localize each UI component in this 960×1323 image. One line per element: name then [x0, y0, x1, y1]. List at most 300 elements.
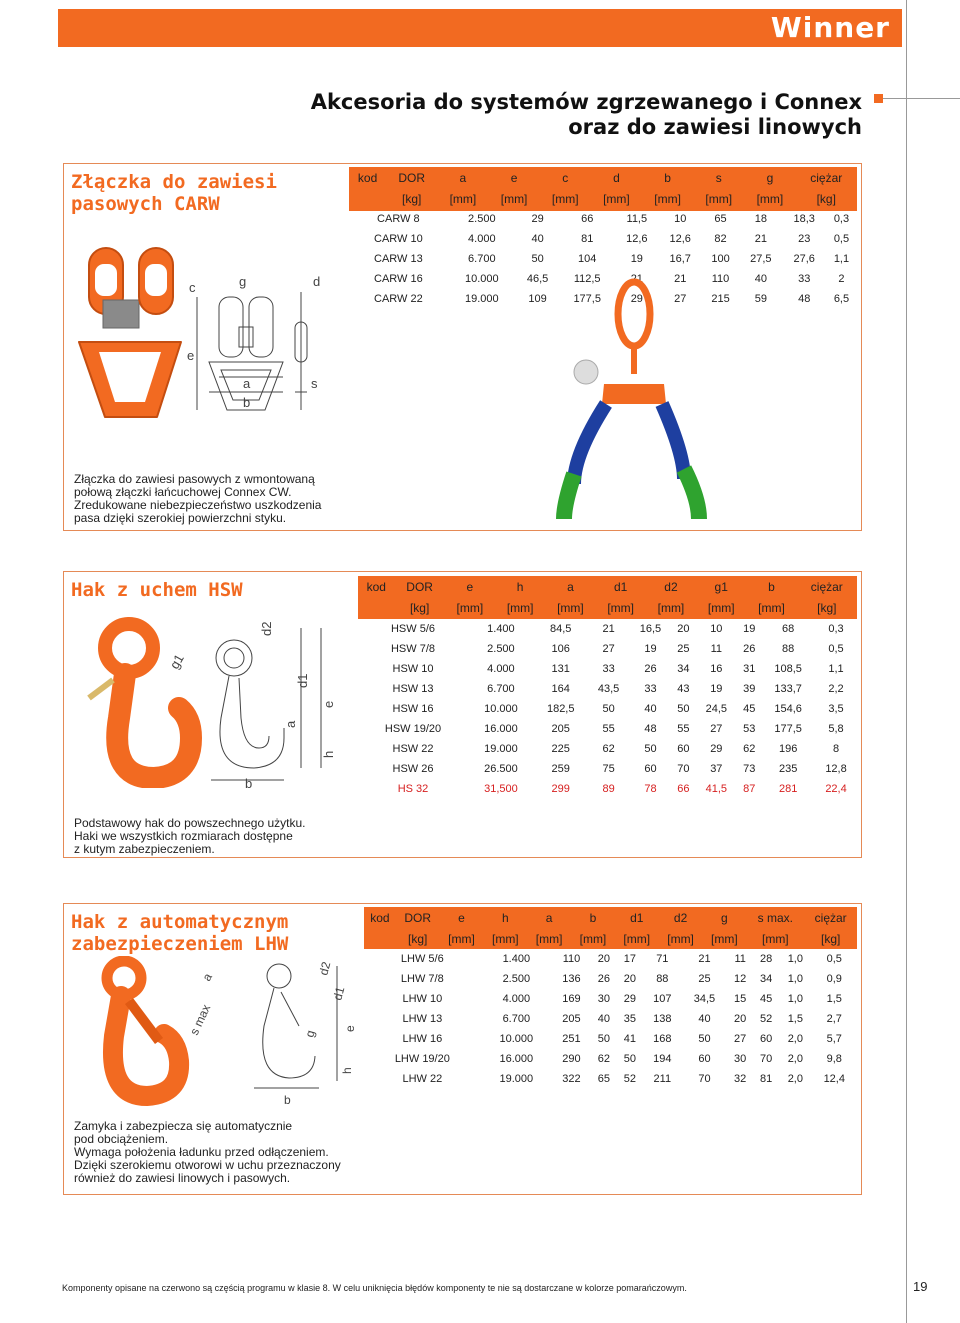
table-cell: 20	[734, 1013, 747, 1025]
lhw-header-cell: d1	[630, 910, 644, 925]
table-cell: 81	[581, 233, 594, 245]
hsw-header-unit: [mm]	[607, 600, 635, 615]
table-cell: 0,9	[826, 973, 842, 985]
table-cell: 6,5	[833, 293, 850, 305]
table-cell: 20	[623, 973, 636, 985]
hsw-header-cell: b	[768, 579, 775, 594]
table-cell: 50	[677, 703, 690, 715]
table-cell: 40	[531, 233, 544, 245]
hsw-header-unit: [mm]	[657, 600, 685, 615]
table-cell: 88	[782, 643, 795, 655]
table-cell: 28	[760, 953, 773, 965]
dim-g-label: g	[302, 1028, 318, 1039]
table-cell: 19	[630, 253, 643, 265]
lhw-header-cell: kod	[370, 910, 390, 925]
lhw-product-image	[107, 961, 179, 1096]
table-cell: 45	[760, 993, 773, 1005]
table-cell: 1,5	[787, 1013, 803, 1025]
dim-e-label: e	[321, 700, 336, 708]
table-cell: 60	[698, 1053, 711, 1065]
table-cell: 55	[602, 723, 615, 735]
table-cell: 70	[677, 763, 690, 775]
lhw-header-unit: [mm]	[535, 931, 563, 946]
table-cell: 2.500	[487, 643, 515, 655]
table-cell: 31,500	[484, 783, 518, 795]
table-cell: 52	[623, 1073, 636, 1085]
table-cell: 10.000	[484, 703, 518, 715]
table-cell: 133,7	[774, 683, 802, 695]
table-cell: 16,5	[639, 623, 662, 635]
table-cell: 12,8	[825, 763, 847, 775]
table-cell: 12	[734, 973, 747, 985]
table-cell: LHW 5/6	[400, 953, 444, 965]
table-cell: 29	[623, 993, 636, 1005]
table-cell: 12,4	[823, 1073, 845, 1085]
lhw-header-cell: h	[501, 910, 509, 925]
table-cell: HSW 10	[392, 663, 434, 675]
table-cell: 11	[734, 953, 746, 965]
table-cell: 136	[562, 973, 581, 985]
table-cell: 4.000	[468, 233, 496, 245]
table-cell: 2,2	[828, 683, 844, 695]
table-cell: HSW 26	[392, 763, 434, 775]
table-cell: 106	[551, 643, 570, 655]
table-cell: 25	[677, 643, 690, 655]
page-title-line-1: Akcesoria do systemów zgrzewanego i Connex	[310, 90, 862, 114]
table-cell: 82	[714, 233, 727, 245]
table-cell: 21	[698, 953, 711, 965]
table-cell: 84,5	[550, 623, 572, 635]
table-cell: 109	[528, 293, 547, 305]
carw-header-cell: d	[613, 170, 620, 185]
table-cell: HS 32	[397, 783, 429, 795]
carw-header-cell: s	[715, 170, 722, 185]
hsw-header-unit: [mm]	[456, 600, 484, 615]
table-cell: 290	[562, 1053, 581, 1065]
dim-b-label: b	[245, 776, 253, 788]
carw-header-table	[349, 167, 857, 209]
dim-s-label: s	[311, 376, 318, 391]
table-row	[349, 209, 857, 229]
carw-header-unit	[349, 188, 386, 209]
hsw-header-cell: ciężar	[810, 579, 843, 594]
carw-desc-line: połową złączki łańcuchowej Connex CW.	[74, 485, 292, 499]
table-cell: 52	[760, 1013, 773, 1025]
table-row	[364, 989, 857, 1009]
table-cell: 2,0	[787, 1033, 803, 1045]
carw-desc-line: pasa dzięki szerokiej powierzchni styku.	[74, 511, 287, 525]
page-title-line-2: oraz do zawiesi linowych	[568, 115, 862, 139]
carw-title-line-2: pasowych CARW	[71, 193, 220, 215]
table-cell: 30	[597, 993, 611, 1005]
table-cell: 62	[602, 743, 615, 755]
table-cell: 0,3	[828, 623, 844, 635]
table-cell: 0,3	[833, 213, 850, 225]
lhw-drawing	[69, 956, 359, 1116]
table-cell: 50	[531, 253, 544, 265]
lhw-header-unit: [mm]	[761, 931, 789, 946]
table-cell: HSW 13	[392, 683, 434, 695]
lhw-title-line-1: Hak z automatycznym	[71, 911, 289, 933]
table-cell: 235	[778, 763, 798, 775]
table-cell: 1,1	[828, 663, 844, 675]
table-cell: 9,8	[826, 1053, 842, 1065]
table-cell: 0,5	[826, 953, 842, 965]
table-cell: 108,5	[774, 663, 802, 675]
table-row	[364, 1029, 857, 1049]
table-cell: LHW 10	[402, 993, 443, 1005]
hsw-header-unit: [mm]	[557, 600, 584, 615]
table-row	[358, 699, 857, 719]
hsw-header-cell: d1	[614, 579, 628, 594]
dim-g-label: g	[239, 274, 247, 289]
table-cell: 154,6	[774, 703, 802, 715]
table-cell: 71	[656, 953, 669, 965]
table-cell: 88	[656, 973, 669, 985]
table-cell: 4.000	[502, 993, 531, 1005]
hsw-description	[74, 817, 305, 856]
table-cell: 2,0	[787, 1073, 803, 1085]
table-cell: CARW 22	[374, 293, 423, 305]
hsw-table	[358, 619, 857, 799]
table-cell: 322	[562, 1073, 581, 1085]
hsw-desc-line: z kutym zabezpieczeniem.	[74, 842, 215, 856]
dim-b-label: b	[243, 395, 251, 410]
title-rule	[878, 98, 960, 99]
table-cell: 18	[754, 213, 767, 225]
table-cell: 18,3	[793, 213, 815, 225]
table-cell: 21	[754, 233, 767, 245]
table-cell: CARW 16	[374, 273, 423, 285]
lhw-header-table	[364, 907, 857, 949]
table-cell: 19	[710, 683, 723, 695]
table-cell: 33	[602, 663, 615, 675]
table-cell: 22,4	[825, 783, 847, 795]
table-cell: 2.500	[468, 213, 496, 225]
carw-desc-line: Zredukowane niebezpieczeństwo uszkodzenia	[74, 498, 322, 512]
table-cell: 19.000	[499, 1073, 534, 1085]
table-cell: 33	[798, 273, 811, 285]
table-cell: 182,5	[546, 703, 575, 715]
hsw-header-cell: DOR	[406, 579, 433, 594]
table-row	[358, 659, 857, 679]
dim-c-label: c	[189, 280, 196, 295]
table-cell: 40	[644, 703, 657, 715]
carw-section	[63, 163, 862, 531]
table-cell: 110	[562, 953, 581, 965]
carw-header-unit: [kg]	[816, 191, 836, 206]
lhw-desc-line: Zamyka i zabezpiecza się automatycznie	[74, 1119, 293, 1133]
carw-dimension-drawing	[197, 292, 307, 410]
table-cell: HSW 19/20	[384, 723, 442, 735]
table-cell: 33	[644, 683, 657, 695]
dim-e-label: e	[343, 1025, 357, 1032]
hsw-header-table	[358, 576, 857, 618]
table-row	[358, 739, 857, 759]
table-cell: 281	[778, 783, 798, 795]
carw-header-unit: [mm]	[449, 191, 477, 206]
table-cell: 107	[653, 993, 672, 1005]
footer-note: Komponenty opisane na czerwono są częścią programu w klasie 8. W celu uniknięcia błędów komponenty te nie są dostarczane w kolorze pomarańczowym.	[62, 1283, 687, 1293]
table-cell: 29	[630, 293, 643, 305]
table-cell: 1,1	[833, 253, 850, 265]
table-cell: 65	[597, 1073, 611, 1085]
lhw-header-cells	[364, 907, 857, 949]
dim-smax-label: s max	[187, 1002, 214, 1038]
table-cell: 177,5	[774, 723, 802, 735]
dim-d1-label: d1	[295, 673, 310, 688]
table-cell: 12,6	[669, 233, 691, 245]
carw-header-cell: ciężar	[810, 170, 843, 185]
hsw-header-cell: g1	[714, 579, 728, 594]
table-cell: HSW 5/6	[390, 623, 435, 635]
lhw-header-cell: DOR	[404, 910, 432, 925]
table-cell: 39	[743, 683, 756, 695]
table-cell: 41,5	[705, 783, 728, 795]
lhw-header-cell: e	[458, 910, 465, 925]
table-cell: LHW 19/20	[394, 1053, 450, 1065]
table-cell: 6.700	[502, 1013, 531, 1025]
table-cell: 60	[644, 763, 657, 775]
table-cell: 48	[644, 723, 657, 735]
lhw-header-cell: g	[721, 910, 728, 925]
table-cell: 70	[698, 1073, 711, 1085]
table-cell: 27	[674, 293, 687, 305]
table-cell: 78	[644, 783, 657, 795]
table-cell: 66	[677, 783, 690, 795]
carw-header-cells	[349, 167, 857, 209]
table-cell: 1,0	[787, 953, 803, 965]
table-cell: 10.000	[499, 1033, 534, 1045]
carw-header-unit: [mm]	[551, 191, 579, 206]
table-cell: 131	[551, 663, 570, 675]
table-cell: 26	[597, 973, 611, 985]
table-row	[349, 229, 857, 249]
carw-product-image	[79, 248, 181, 417]
table-cell: 50	[698, 1033, 711, 1045]
table-cell: 196	[778, 743, 798, 755]
table-cell: 34	[760, 973, 773, 985]
table-cell: 19	[743, 623, 756, 635]
hsw-header-unit	[358, 597, 394, 618]
carw-desc-line: Złączka do zawiesi pasowych z wmontowaną	[74, 472, 315, 486]
dim-a-label: a	[283, 720, 298, 728]
title-marker	[874, 94, 883, 103]
table-cell: 104	[578, 253, 597, 265]
lhw-header-unit: [mm]	[491, 931, 519, 946]
table-cell: 10	[674, 213, 687, 225]
table-cell: 16.000	[484, 723, 518, 735]
table-cell: 251	[562, 1033, 581, 1045]
table-cell: 43	[677, 683, 690, 695]
hsw-header-cells	[358, 576, 857, 618]
lhw-header-cell: d2	[673, 910, 688, 925]
lhw-header-cell: s max.	[757, 910, 793, 925]
table-cell: 205	[551, 723, 570, 735]
table-cell: 23	[798, 233, 811, 245]
table-cell: 75	[602, 763, 615, 775]
table-cell: 37	[710, 763, 723, 775]
lhw-header-unit: [kg]	[408, 931, 428, 946]
table-cell: LHW 13	[402, 1013, 443, 1025]
table-cell: 1.400	[502, 953, 531, 965]
table-row	[364, 1069, 857, 1089]
hsw-drawing	[69, 608, 354, 788]
table-cell: 27,6	[793, 253, 815, 265]
table-cell: 11	[710, 643, 723, 655]
dim-a-label: a	[243, 376, 251, 391]
hsw-product-image	[89, 624, 191, 778]
table-cell: 50	[602, 703, 615, 715]
lhw-table	[364, 949, 857, 1089]
table-cell: 27	[710, 723, 723, 735]
table-cell: 138	[653, 1013, 672, 1025]
lhw-header-cell: b	[589, 910, 597, 925]
table-cell: 164	[551, 683, 570, 695]
dim-b-label: b	[284, 1093, 291, 1107]
lhw-desc-line: pod obciążeniem.	[74, 1132, 169, 1146]
table-cell: 60	[760, 1033, 773, 1045]
hsw-title: Hak z uchem HSW	[71, 579, 243, 601]
table-cell: 32	[734, 1073, 747, 1085]
sling-product-image	[534, 274, 734, 524]
dim-h-label: h	[340, 1067, 354, 1074]
lhw-desc-line: Dzięki szerokiemu otworowi w uchu przeznaczony	[74, 1158, 341, 1172]
table-cell: 299	[551, 783, 570, 795]
table-cell: 1,0	[787, 973, 803, 985]
lhw-header-unit: [mm]	[579, 931, 607, 946]
table-cell: 4.000	[487, 663, 515, 675]
lhw-desc-line: również do zawiesi linowych i pasowych.	[74, 1171, 291, 1185]
table-cell: 27	[734, 1033, 747, 1045]
table-cell: LHW 16	[402, 1033, 443, 1045]
carw-title-line-1: Złączka do zawiesi	[71, 171, 277, 193]
table-cell: 62	[597, 1053, 611, 1065]
carw-header-unit: [mm]	[756, 191, 784, 206]
hsw-dimension-drawing	[211, 628, 321, 780]
table-cell: 50	[623, 1053, 636, 1065]
carw-header-unit: [mm]	[705, 191, 733, 206]
table-cell: 60	[677, 743, 690, 755]
table-cell: 65	[714, 213, 727, 225]
dim-d2-label: d2	[316, 960, 334, 977]
table-cell: 0,5	[833, 233, 850, 245]
dim-d1-label: d1	[330, 985, 348, 1002]
table-cell: 17	[623, 953, 636, 965]
carw-header-unit: [kg]	[402, 191, 422, 206]
hsw-header-unit: [kg]	[409, 600, 430, 615]
table-cell: 259	[551, 763, 570, 775]
table-cell: 6.700	[487, 683, 515, 695]
table-cell: 215	[711, 293, 730, 305]
table-cell: 3,5	[828, 703, 844, 715]
lhw-header-unit: [mm]	[448, 931, 475, 946]
table-cell: 205	[562, 1013, 581, 1025]
carw-header-cell: kod	[357, 170, 378, 185]
table-cell: 40	[698, 1013, 711, 1025]
table-cell: 87	[743, 783, 756, 795]
hsw-header-cell: d2	[664, 579, 678, 594]
table-cell: 21	[630, 273, 643, 285]
lhw-header-cell: ciężar	[814, 910, 847, 925]
table-cell: 16,7	[669, 253, 691, 265]
lhw-header-unit	[364, 928, 396, 949]
carw-header-unit: [mm]	[654, 191, 681, 206]
lhw-description	[74, 1120, 341, 1185]
table-cell: 10	[710, 623, 723, 635]
table-cell: 26.500	[484, 763, 518, 775]
table-row	[364, 1049, 857, 1069]
lhw-header-unit: [mm]	[711, 931, 738, 946]
table-row	[358, 779, 857, 799]
table-cell: 50	[597, 1033, 611, 1045]
table-cell: 10.000	[464, 273, 499, 285]
table-cell: 40	[754, 273, 767, 285]
table-cell: 19	[644, 643, 657, 655]
table-row	[364, 949, 857, 969]
lhw-title-line-2: zabezpieczeniem LHW	[71, 933, 289, 955]
table-cell: 110	[711, 273, 730, 285]
table-cell: 169	[562, 993, 581, 1005]
hsw-section	[63, 571, 862, 858]
table-cell: 19.000	[484, 743, 518, 755]
hsw-header-cell: e	[466, 579, 474, 594]
table-cell: 41	[623, 1033, 636, 1045]
table-cell: HSW 7/8	[390, 643, 435, 655]
table-cell: LHW 7/8	[400, 973, 444, 985]
page-number: 19	[913, 1279, 928, 1294]
table-cell: 35	[623, 1013, 636, 1025]
table-cell: 2,7	[826, 1013, 842, 1025]
table-cell: 16.000	[499, 1053, 534, 1065]
hsw-header-cell: kod	[366, 579, 386, 594]
table-cell: 1,0	[787, 993, 803, 1005]
carw-header-cell: g	[766, 170, 774, 185]
table-row	[358, 719, 857, 739]
table-cell: 68	[782, 623, 795, 635]
table-cell: HSW 16	[392, 703, 434, 715]
table-cell: 194	[653, 1053, 672, 1065]
lhw-header-cell: a	[545, 910, 553, 925]
table-cell: CARW 13	[374, 253, 423, 265]
table-cell: 43,5	[597, 683, 620, 695]
table-cell: 46,5	[526, 273, 549, 285]
table-cell: 29	[710, 743, 723, 755]
table-cell: 53	[743, 723, 756, 735]
carw-description	[74, 473, 321, 525]
carw-header-cell: e	[510, 170, 518, 185]
table-row	[358, 679, 857, 699]
table-cell: 55	[677, 723, 690, 735]
table-cell: 1,5	[826, 993, 842, 1005]
carw-header-unit: [mm]	[603, 191, 630, 206]
table-cell: 112,5	[573, 273, 601, 285]
hsw-header-unit: [mm]	[707, 600, 735, 615]
table-cell: 40	[597, 1013, 611, 1025]
table-row	[358, 619, 857, 639]
table-cell: 25	[698, 973, 711, 985]
table-cell: 70	[760, 1053, 773, 1065]
table-cell: 66	[581, 213, 594, 225]
dim-a-label: a	[199, 970, 215, 984]
lhw-section	[63, 903, 862, 1195]
lhw-header-unit: [kg]	[821, 931, 841, 946]
table-cell: 168	[653, 1033, 672, 1045]
table-cell: 0,5	[828, 643, 844, 655]
table-cell: 50	[644, 743, 657, 755]
dim-h-label: h	[321, 750, 336, 758]
table-cell: 225	[551, 743, 570, 755]
